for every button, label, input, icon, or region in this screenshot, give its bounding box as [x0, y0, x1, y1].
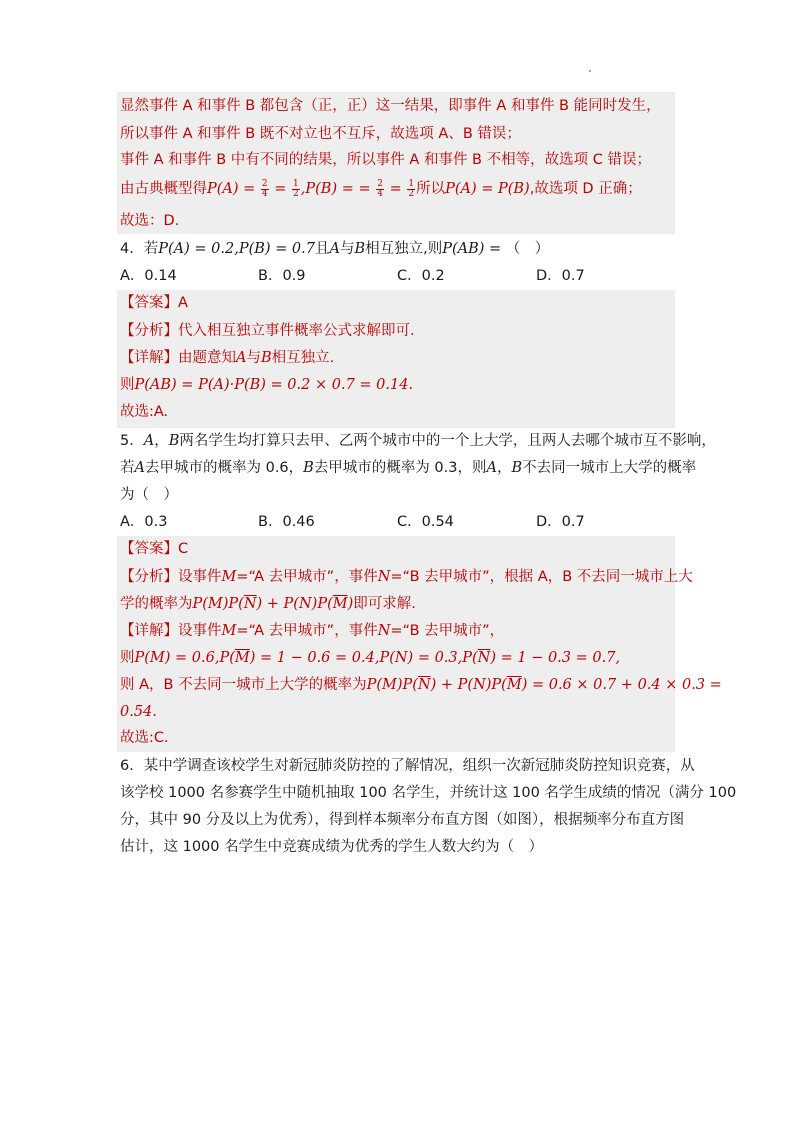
prev-solution-line-1: 显然事件 A 和事件 B 都包含（正，正）这一结果，即事件 A 和事件 B 能同时发生， — [120, 98, 661, 114]
q5-analysis-line-1: 【分析】设事件M=“A 去甲城市”，事件N=“B 去甲城市”，根据 A，B 不去同一城市上大 — [120, 569, 693, 585]
prev-solution-line-2: 所以事件 A 和事件 B 既不对立也不互斥，故选项 A、B 错误； — [120, 126, 521, 142]
prev-solution-line-4: 由古典概型得P(A) = $\frac{2}{4}$ = $\frac{1}{2}$ ,P(B) = = $\frac{2}{4}$ = $\frac{1}{2}$ 所以P(A) = P(B),故选项 D 正确； — [120, 178, 642, 199]
q4-stem: 4．若P(A) = 0.2,P(B) = 0.7且A与B相互独立,则P(AB) = （ ） — [120, 241, 550, 257]
q4-answer: 【答案】A — [120, 295, 188, 311]
q5-choose: 故选:C. — [120, 730, 169, 746]
q5-option-a: A．0.3 — [120, 514, 168, 530]
page-mark — [589, 70, 591, 72]
q4-choose: 故选:A. — [120, 404, 169, 420]
q5-answer: 【答案】C — [120, 541, 189, 557]
q4-option-c: C．0.2 — [397, 268, 445, 284]
q4-detail: 【详解】由题意知A与B相互独立. — [120, 350, 335, 366]
q6-stem-line-3: 分，其中 90 分及以上为优秀），得到样本频率分布直方图（如图），根据频率分布直方图 — [120, 812, 685, 828]
q4-calc: 则P(AB) = P(A)·P(B) = 0.2 × 0.7 = 0.14. — [120, 377, 414, 393]
q5-detail-line-3: 则 A，B 不去同一城市上大学的概率为$P(M)P(\overline{N}) + P(N)P(\overline{M}) = 0.6 \times 0.7 + 0.4 \times 0.3$ = — [120, 677, 722, 693]
q5-option-b: B．0.46 — [258, 514, 315, 530]
q4-option-d: D．0.7 — [536, 268, 585, 284]
q6-stem-line-1: 6．某中学调查该校学生对新冠肺炎防控的了解情况，组织一次新冠肺炎防控知识竞赛，从 — [120, 758, 695, 774]
q4-option-a: A．0.14 — [120, 268, 177, 284]
q5-analysis-line-2: 学的概率为$P(M)P(\overline{N}) + P(N)P(\overline{M})$即可求解. — [120, 596, 416, 612]
q6-stem-line-2: 该学校 1000 名参赛学生中随机抽取 100 名学生，并统计这 100 名学生成绩的情况（满分 100 — [120, 785, 737, 801]
q5-option-c: C．0.54 — [397, 514, 454, 530]
q4-option-b: B．0.9 — [258, 268, 306, 284]
q5-detail-line-1: 【详解】设事件M=“A 去甲城市”，事件N=“B 去甲城市”， — [120, 623, 505, 639]
q5-detail-line-4: 0.54. — [120, 704, 157, 720]
q5-stem-line-1: 5．A，B两名学生均打算只去甲、乙两个城市中的一个上大学，且两人去哪个城市互不影响， — [120, 433, 716, 449]
q5-detail-line-2: 则$P(M) = 0.6,P(\overline{M}) = 1 - 0.6 = 0.4,P(N) = 0.3,P(\overline{N}) = 1 - 0.3 = 0.7$, — [120, 650, 621, 666]
prev-solution-line-3: 事件 A 和事件 B 中有不同的结果，所以事件 A 和事件 B 不相等，故选项 C 错误； — [120, 152, 651, 168]
q5-option-d: D．0.7 — [536, 514, 585, 530]
prev-solution-choose: 故选：D. — [120, 213, 180, 229]
q5-stem-line-2: 若A去甲城市的概率为 0.6，B去甲城市的概率为 0.3，则A，B不去同一城市上大学的概率 — [120, 460, 697, 476]
q5-stem-line-3: 为（ ） — [120, 487, 178, 503]
q4-analysis: 【分析】代入相互独立事件概率公式求解即可. — [120, 323, 415, 339]
q6-stem-line-4: 估计，这 1000 名学生中竞赛成绩为优秀的学生人数大约为（ ） — [120, 839, 544, 855]
